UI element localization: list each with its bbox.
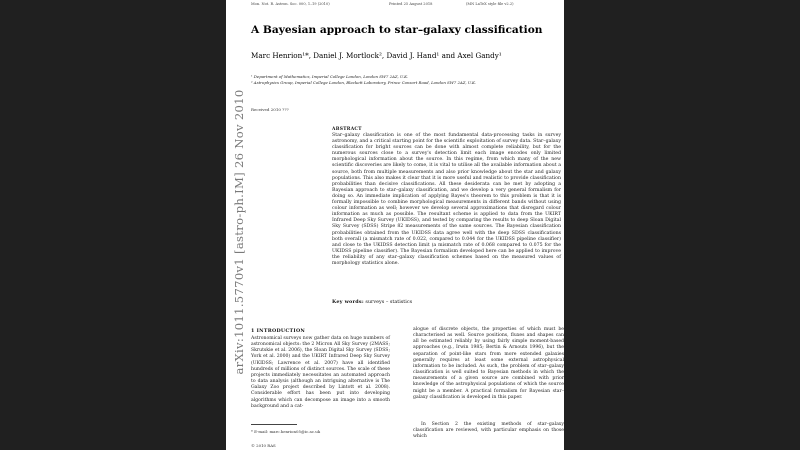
footnote-divider — [251, 424, 297, 425]
affiliation-2: ² Astrophysics Group, Imperial College London, Blackett Laboratory, Prince Consort Road, London SW7 2AZ, U.K. — [251, 80, 477, 85]
abstract-heading: ABSTRACT — [332, 127, 362, 132]
keywords-label: Key words: — [332, 299, 364, 305]
section-heading: 1 INTRODUCTION — [251, 328, 306, 334]
arxiv-identifier-stamp — [229, 89, 249, 375]
paper-page — [226, 0, 564, 450]
keywords-line — [332, 299, 412, 305]
intro-left-column: Astronomical surveys now gather data on huge numbers of astronomical objects: the 2 Micron All Sky Survey (2MASS; Skrutskie et al. 2006), the Sloan Digital Sky Survey (SDSS; York et al. 2000) and the UKIRT Infrared Deep Sky Survey (UKIDSS; Lawrence et al. 2007) have all identified hundreds of millions of distinct sources. The scale of these projects immediately necessitates an automated approach to data analysis (although an intriguing alternative is The Galaxy Zoo project described by Lintott et al. 2008). Considerable effort has been put into developing algorithms which can decompose an image into a smooth background and a cat- — [251, 336, 390, 409]
style-file-note: (MN LaTeX style file v2.2) — [466, 2, 514, 6]
copyright-notice: © 2010 RAS — [251, 443, 276, 448]
arxiv-identifier-text: arXiv:1011.5770v1 [astro-ph.IM] 26 Nov 2010 — [232, 89, 246, 375]
email-footnote: * E-mail: marc.henrion05@ic.ac.uk — [251, 429, 321, 434]
intro-right-column-continued: In Section 2 the existing methods of star–galaxy classification are reviewed, with particular emphasis on those which — [413, 422, 564, 440]
abstract-text: Star–galaxy classification is one of the most fundamental data-processing tasks in survey astronomy, and a critical starting point for the scientific exploitation of survey data. Star–galaxy classification for bright sources can be done with almost complete reliability, but for the numerous sources close to a survey's detection limit each image encodes only limited morphological information about the source. In this regime, from which many of the new scientific discoveries are likely to come, it is vital to utilise all the available information about a source, both from multiple measurements and also prior knowledge about the star and galaxy populations. This also makes it clear that it is more useful and realistic to provide classification probabilities than decisive classifications. All these desiderata can be met by adopting a Bayesian approach to star–galaxy classification, and we develop a very general formalism for doing so. An immediate implication of applying Bayes's theorem to this problem is that it is formally impossible to combine morphological measurements in different bands without using colour information as well; however we develop several approximations that disregard colour information as much as possible. The resultant scheme is applied to data from the UKIRT Infrared Deep Sky Survey (UKIDSS), and tested by comparing the results to deep Sloan Digital Sky Survey (SDSS) Stripe 82 measurements of the same sources. The Bayesian classification probabilities obtained from the UKIDSS data agree well with the deep SDSS classifications both overall (a mismatch rate of 0.022, compared to 0.044 for the UKIDSS pipeline classifier) and close to the UKIDSS detection limit (a mismatch rate of 0.068 compared to 0.075 for the UKIDSS pipeline classifier). The Bayesian formalism developed here can be applied to improve the reliability of any star–galaxy classification schemes based on the measured values of morphology statistics alone. — [332, 133, 561, 266]
received-date: Received 2010 ??? — [251, 107, 289, 112]
keywords-value: surveys – statistics — [365, 299, 413, 305]
author-list: Marc Henrion¹*, Daniel J. Mortlock², David J. Hand¹ and Axel Gandy¹ — [251, 51, 502, 60]
paper-title: A Bayesian approach to star–galaxy classification — [251, 24, 543, 36]
printed-date: Printed 25 August 2018 — [389, 2, 433, 6]
intro-right-column: alogue of discrete objects, the properties of which must be characterised as well. Source positions, fluxes and shapes can all be estimated reliably by using fairly simple moment-based approaches (e.g., Irwin 1985; Bertin & Arnouts 1996), but the separation of point-like stars from more extended galaxies generally requires at least some external astrophysical information to be included. As such, the problem of star–galaxy classification is well suited to Bayesian methods in which the measurements of a given source are combined with prior knowledge of the astrophysical populations of which the source might be a member. A practical formalism for Bayesian star–galaxy classification is developed in this paper. — [413, 327, 564, 400]
affiliation-1: ¹ Department of Mathematics, Imperial College London, London SW7 2AZ, U.K. — [251, 74, 409, 79]
journal-header: Mon. Not. R. Astron. Soc. 000, 1–19 (2010) — [251, 2, 330, 6]
